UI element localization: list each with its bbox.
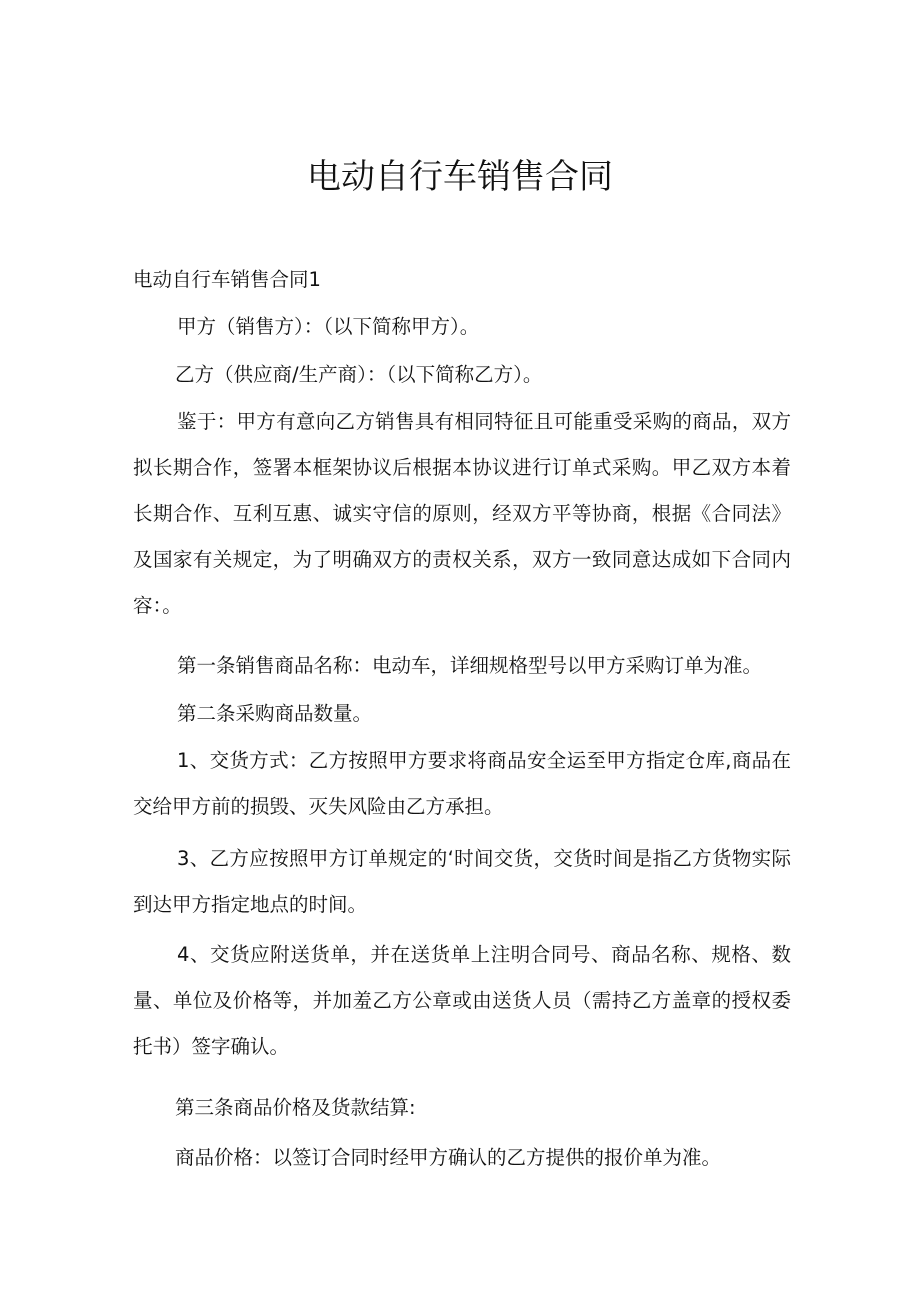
clause-4-delivery-note: 4、交货应附送货单，并在送货单上注明合同号、商品名称、规格、数量、单位及价格等，并加羞乙方公章或由送货人员（需持乙方盖章的授权委托书）签字确认。 <box>133 943 791 1058</box>
clause-1-delivery: 1、交货方式：乙方按照甲方要求将商品安全运至甲方指定仓库,商品在交给甲方前的损毁、灭失风险由乙方承担。 <box>133 749 791 818</box>
party-a-line: 甲方（销售方）：（以下简称甲方）。 <box>177 315 480 338</box>
document-title: 电动自行车销售合同 <box>307 157 613 197</box>
price-clause: 商品价格：以签订合同时经甲方确认的乙方提供的报价单为准。 <box>175 1146 722 1169</box>
contract-subtitle: 电动自行车销售合同1 <box>133 268 321 291</box>
article-2: 第二条采购商品数量。 <box>177 702 373 725</box>
party-b-line: 乙方（供应商/生产商）：（以下简称乙方）。 <box>175 363 543 386</box>
clause-3-delivery-time: 3、乙方应按照甲方订单规定的‘时间交货，交货时间是指乙方货物实际到达甲方指定地点的时间。 <box>133 847 791 916</box>
article-3: 第三条商品价格及货款结算: <box>175 1096 416 1119</box>
article-1: 第一条销售商品名称：电动车，详细规格型号以甲方采购订单为准。 <box>177 654 763 677</box>
preamble-paragraph: 鉴于：甲方有意向乙方销售具有相同特征且可能重受采购的商品，双方拟长期合作，签署本框架协议后根据本协议进行订单式采购。甲乙双方本着长期合作、互利互惠、诚实守信的原则，经双方平等协商，根据《合同法》及国家有关规定，为了明确双方的责权关系，双方一致同意达成如下合同内容：。 <box>133 410 791 617</box>
